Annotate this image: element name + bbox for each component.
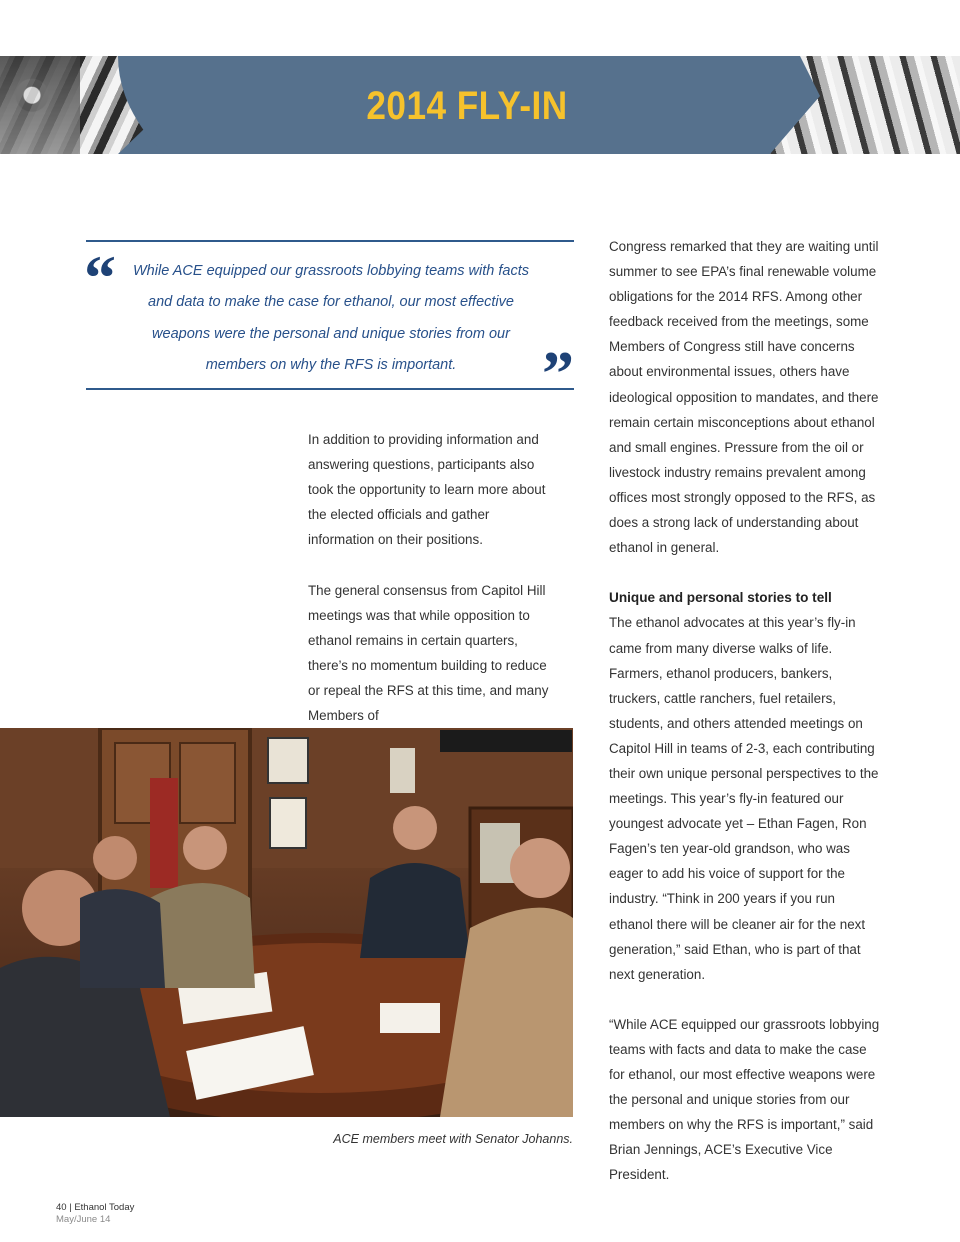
open-quote-icon: “	[84, 242, 116, 313]
page-footer	[56, 1202, 134, 1226]
paragraph: “While ACE equipped our grassroots lobbying teams with facts and data to make the case for ethanol, our most effective weapons were the personal and unique stories from our members on why the RFS is important,” said Brian Jennings, ACE’s Executive Vice President.	[609, 1016, 880, 1183]
paragraph: In addition to providing information and answering questions, participants also took the opportunity to learn more about the elected officials and gather information on their positions.	[308, 432, 546, 548]
page-number-label: 40 | Ethanol Today	[56, 1202, 135, 1213]
photo-caption: ACE members meet with Senator Johanns.	[333, 1132, 573, 1146]
body-column-middle	[308, 427, 558, 753]
pull-quote	[84, 240, 574, 409]
body-column-right	[609, 234, 881, 1213]
pull-quote-text: While ACE equipped our grassroots lobbying teams with facts and data to make the case for ethanol, our most effective weapons were the personal and unique stories from our members on why the RFS is important.	[133, 263, 529, 373]
paragraph: The general consensus from Capitol Hill meetings was that while opposition to ethanol remains in certain quarters, there’s no momentum building to reduce or repeal the RFS at this time, and many Members of	[308, 582, 549, 724]
paragraph: Congress remarked that they are waiting until summer to see EPA’s final renewable volume obligations for the 2014 RFS. Among other feedback received from the meetings, some Members of Congress still have concerns about environmental issues, others have ideological opposition to mandates, and there remain certain misconceptions about ethanol and small engines. Pressure from the oil or livestock industry remains prevalent among offices most strongly opposed to the RFS, as does a strong lack of understanding about ethanol in general.	[609, 239, 879, 556]
section-subheading: Unique and personal stories to tell	[609, 590, 832, 606]
paragraph: The ethanol advocates at this year’s fly-in came from many diverse walks of life. Farmers, ethanol producers, bankers, truckers, cattle ranchers, fuel retailers, students, and others attended meetings on Capitol Hill in teams of 2-3, each contributing their own unique personal perspectives to the meetings. This year’s fly-in featured our youngest advocate yet – Ethan Fagen, Ron Fagen’s ten year-old grandson, who was eager to add his voice of support for the industry. “Think in 200 years if you run ethanol there will be cleaner air for the next generation,” said Ethan, who is part of that next generation.	[609, 615, 879, 982]
close-quote-icon: ”	[542, 338, 574, 409]
meeting-photo-illustration	[0, 728, 573, 1117]
page-title: 2014 FLY-IN	[366, 84, 568, 128]
issue-date: May/June 14	[56, 1214, 111, 1225]
meeting-photo	[0, 728, 573, 1117]
